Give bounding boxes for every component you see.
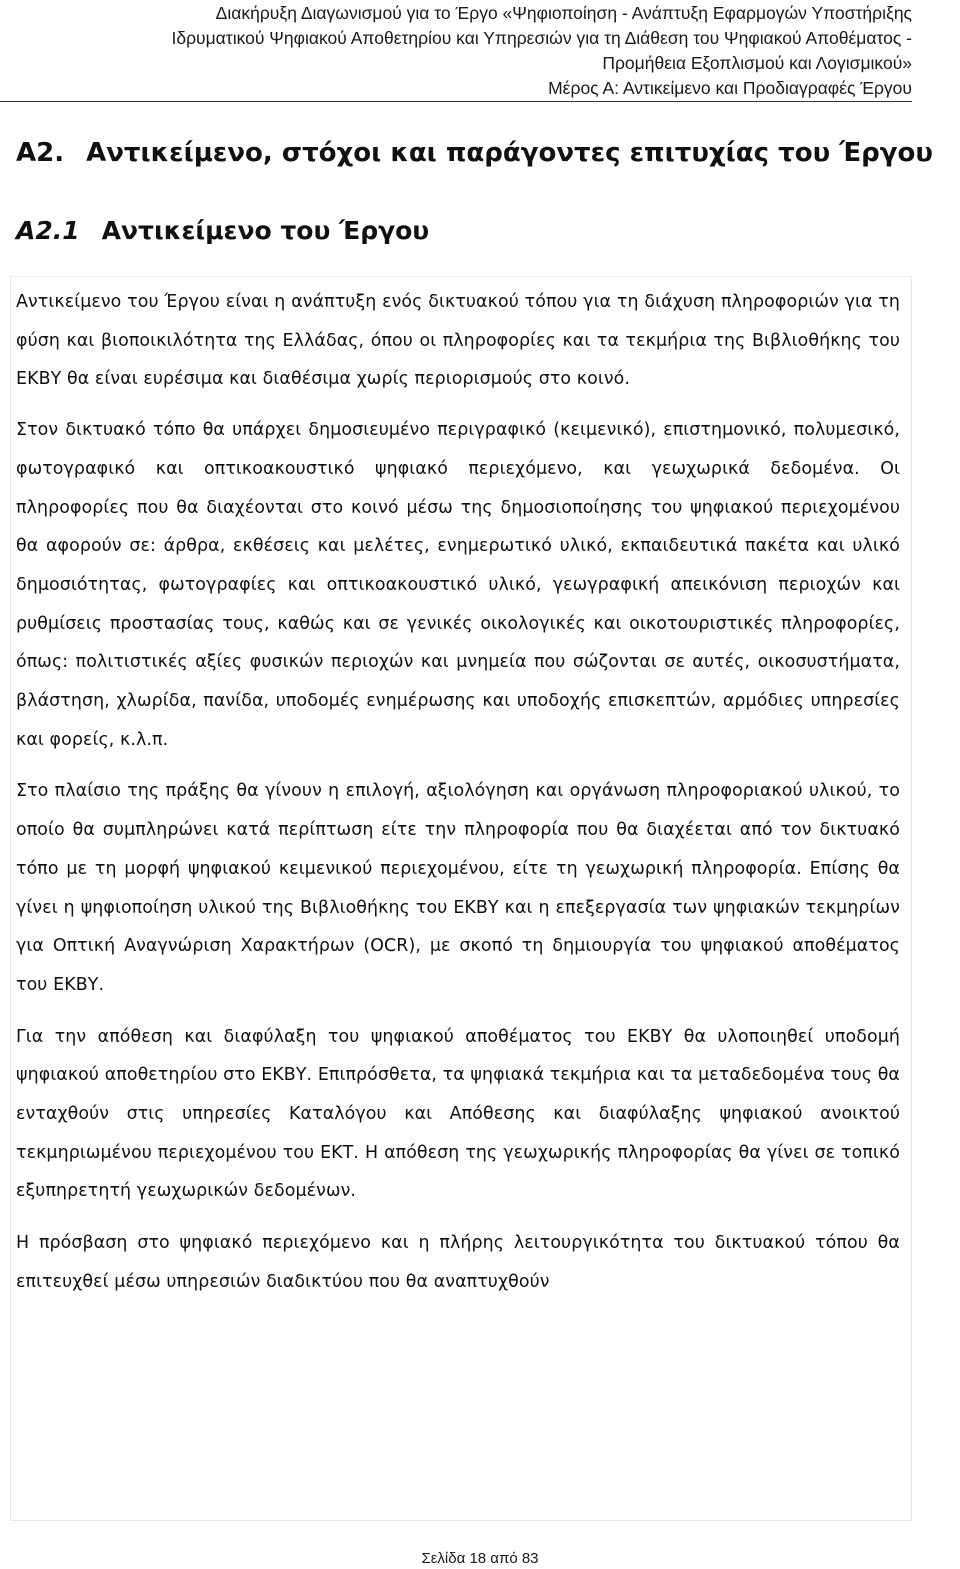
paragraph-1: Αντικείμενο του Έργου είναι η ανάπτυξη ενός δικτυακού τόπου για τη διάχυση πληροφοριών για τη φύση και βιοποικιλότητα της Ελλάδας, όπου οι πληροφορίες και τα τεκμήρια της Βιβλιοθήκης του ΕΚΒΥ θα είναι ευρέσιμα και διαθέσιμα χωρίς περιορισμούς στο κοινό. bbox=[16, 292, 900, 390]
page-header bbox=[0, 0, 912, 101]
paragraph-4: Για την απόθεση και διαφύλαξη του ψηφιακού αποθέματος του ΕΚΒΥ θα υλοποιηθεί υποδομή ψηφιακού αποθετηρίου στο ΕΚΒΥ. Επιπρόσθετα, τα ψηφιακά τεκμήρια και τα μεταδεδομένα τους θα ενταχθούν στις υπηρεσίες Καταλόγου και Απόθεσης και διαφύλαξης ψηφιακού ανοικτού τεκμηριωμένου περιεχομένου του ΕΚΤ. Η απόθεση της γεωχωρικής πληροφορίας θα γίνει σε τοπικό εξυπηρετητή γεωχωρικών δεδομένων. bbox=[16, 1026, 900, 1202]
subsection-number: Α2.1 bbox=[16, 216, 80, 245]
header-line-2: Ιδρυματικού Ψηφιακού Αποθετηρίου και Υπηρεσιών για τη Διάθεση του Ψηφιακού Αποθέματος - bbox=[171, 28, 912, 48]
header-divider bbox=[0, 101, 912, 102]
paragraph-2: Στον δικτυακό τόπο θα υπάρχει δημοσιευμένο περιγραφικό (κειμενικό), επιστημονικό, πολυμεσικό, φωτογραφικό και οπτικοακουστικό ψηφιακό περιεχόμενο, και γεωχωρικά δεδομένα. Οι πληροφορίες που θα διαχέονται στο κοινό μέσω της δημοσιοποίησης του ψηφιακού περιεχομένου θα αφορούν σε: άρθρα, εκθέσεις και μελέτες, ενημερωτικό υλικό, εκπαιδευτικά πακέτα και υλικό δημοσιότητας, φωτογραφίες και οπτικοακουστικό υλικό, γεωγραφική απεικόνιση περιοχών και ρυθμίσεις προστασίας τους, καθώς και σε γενικές οικολογικές και οικοτουριστικές πληροφορίες, όπως: πολιτιστικές αξίες φυσικών περιοχών και μνημεία που σώζονται σε αυτές, οικοσυστήματα, βλάστηση, χλωρίδα, πανίδα, υποδομές ενημέρωσης και υποδοχής επισκεπτών, αρμόδιες υπηρεσίες και φορείς, κ.λ.π. bbox=[16, 420, 900, 750]
header-line-4: Μέρος Α: Αντικείμενο και Προδιαγραφές Έργου bbox=[548, 78, 912, 98]
subsection-heading bbox=[16, 214, 429, 248]
header-line-3: Προμήθεια Εξοπλισμού και Λογισμικού» bbox=[602, 53, 912, 73]
body-text bbox=[16, 283, 900, 1316]
section-heading bbox=[16, 136, 960, 170]
paragraph-5: Η πρόσβαση στο ψηφιακό περιεχόμενο και η πλήρης λειτουργικότητα του δικτυακού τόπου θα επιτευχθεί μέσω υπηρεσιών διαδικτύου που θα αναπτυχθούν bbox=[16, 1233, 900, 1292]
page-number: Σελίδα 18 από 83 bbox=[421, 1550, 539, 1567]
subsection-title: Αντικείμενο του Έργου bbox=[101, 216, 430, 245]
header-line-1: Διακήρυξη Διαγωνισμού για το Έργο «Ψηφιοποίηση - Ανάπτυξη Εφαρμογών Υποστήριξης bbox=[215, 3, 912, 23]
section-number: Α2. bbox=[16, 138, 65, 168]
paragraph-3: Στο πλαίσιο της πράξης θα γίνουν η επιλογή, αξιολόγηση και οργάνωση πληροφοριακού υλικού, το οποίο θα συμπληρώνει κατά περίπτωση είτε την πληροφορία που θα διαχέεται από τον δικτυακό τόπο με τη μορφή ψηφιακού κειμενικού περιεχομένου, είτε τη γεωχωρική πληροφορία. Επίσης θα γίνει η ψηφιοποίηση υλικού της Βιβλιοθήκης του ΕΚΒΥ και η επεξεργασία των ψηφιακών τεκμηρίων για Οπτική Αναγνώριση Χαρακτήρων (OCR), με σκοπό τη δημιουργία του ψηφιακού αποθέματος του ΕΚΒΥ. bbox=[16, 781, 900, 995]
section-title: Αντικείμενο, στόχοι και παράγοντες επιτυχίας του Έργου bbox=[86, 138, 933, 168]
